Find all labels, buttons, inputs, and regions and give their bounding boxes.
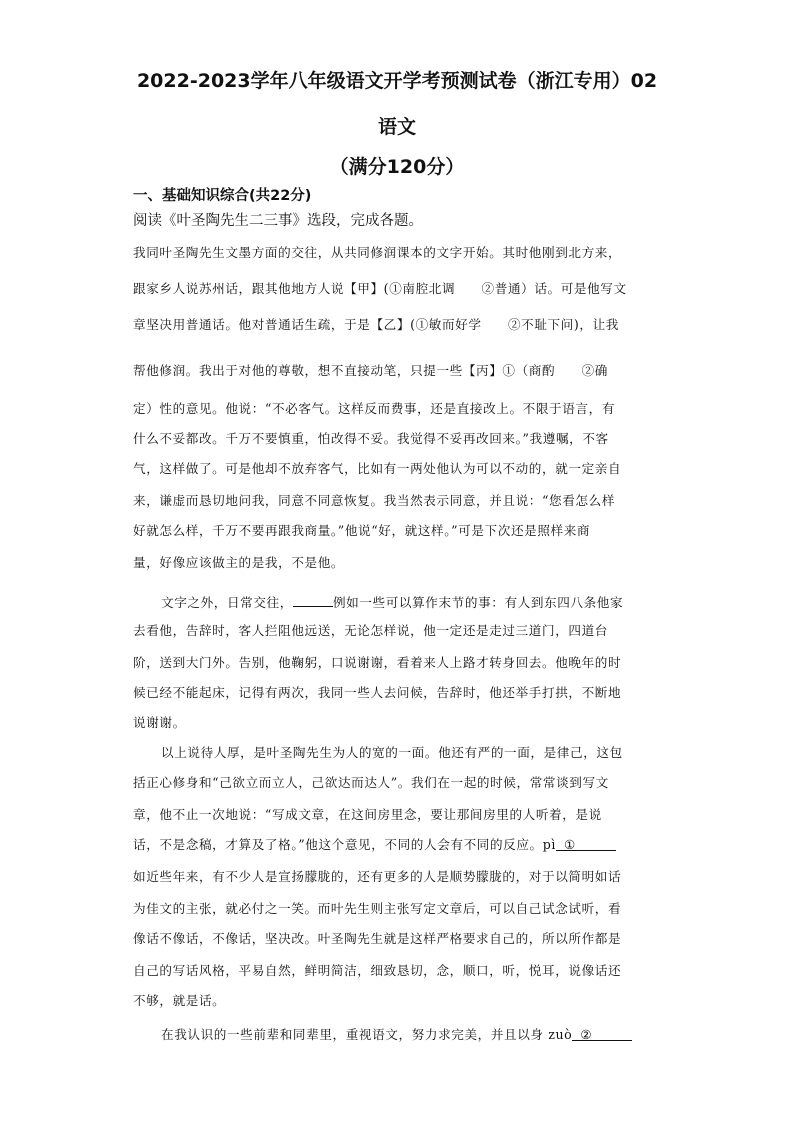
passage-line: 我同叶圣陶先生文墨方面的交往，从共同修润课本的文字开始。其时他刚到北方来， [133, 245, 622, 260]
passage-line: 定）性的意见。他说：“不必客气。这样反而费事，还是直接改上。不限于语言，有 [133, 401, 616, 416]
passage-text: 在我认识的一些前辈和同辈里，重视语文，努力求完美，并且以身 zuò [161, 1027, 573, 1042]
passage-text: 文字之外，日常交往， [161, 595, 293, 610]
passage-line: 以上说待人厚，是叶圣陶先生为人的宽的一面。他还有严的一面，是律己，这包 [161, 745, 623, 760]
section-heading: 一、基础知识综合(共22分) [133, 188, 312, 204]
passage-line: 不够，就是话。 [133, 993, 226, 1008]
passage-line [161, 593, 623, 611]
passage-line [161, 1027, 632, 1043]
section-instruction: 阅读《叶圣陶先生二三事》选段，完成各题。 [133, 213, 423, 229]
answer-blank-2[interactable]: ② [572, 1027, 632, 1041]
subject-title: 语文 [377, 116, 416, 138]
passage-text: 话，不是念稿，才算及了格。”他这个意见，不同的人会有不同的反应。pì [133, 837, 557, 852]
passage-line: 阶，送到大门外。告别，他鞠躬，口说谢谢，看着来人上路才转身回去。他晚年的时 [133, 655, 622, 670]
answer-blank-1[interactable]: ① [556, 837, 616, 851]
passage-line: 帮他修润。我出于对他的尊敬，想不直接动笔，只提一些【丙】①（商酌 ②确 [133, 363, 608, 378]
passage-line: 量，好像应该做主的是我，不是他。 [133, 555, 345, 570]
passage-line: 章坚决用普通话。他对普通话生疏，于是【乙】(①敏而好学 ②不耻下问)，让我 [133, 317, 620, 332]
passage-line: 去看他，告辞时，客人拦阻他远送，无论怎样说，他一定还是走过三道门，四道台 [133, 623, 608, 638]
full-score: （满分120分） [329, 156, 465, 178]
passage-line: 什么不妥都改。千万不要慎重，怕改得不妥。我觉得不妥再改回来。”我遵嘱，不客 [133, 431, 609, 446]
passage-line: 候已经不能起床，记得有两次，我同一些人去问候，告辞时，他还举手打拱，不断地 [133, 685, 622, 700]
passage-line: 章，他不止一次地说：“写成文章，在这间房里念，要让那间房里的人听着，是说 [133, 807, 602, 822]
passage-line: 说谢谢。 [133, 715, 186, 730]
passage-line: 好就怎么样，千万不要再跟我商量。”他说“好，就这样。”可是下次还是照样来商 [133, 523, 591, 538]
passage-line: 括正心修身和“己欲立而立人，己欲达而达人”。我们在一起的时候，常常谈到写文 [133, 775, 609, 790]
passage-line: 跟家乡人说苏州话，跟其他地方人说【甲】(①南腔北调 ②普通）话。可是他写文 [133, 281, 627, 296]
passage-line: 气，这样做了。可是他却不放弃客气，比如有一两处他认为可以不动的，就一定亲自 [133, 461, 622, 476]
passage-line: 如近些年来，有不少人是宣扬朦胧的，还有更多的人是顺势朦胧的，对于以简明如话 [133, 869, 622, 884]
passage-line: 为佳文的主张，就必付之一笑。而叶先生则主张写定文章后，可以自己试念试听，看 [133, 901, 622, 916]
answer-blank[interactable] [293, 593, 333, 607]
passage-line: 像话不像话，不像话，坚决改。叶圣陶先生就是这样严格要求自己的，所以所作都是 [133, 931, 622, 946]
passage-line: 自己的写话风格，平易自然，鲜明简洁，细致恳切，念，顺口，听，悦耳，说像话还 [133, 963, 622, 978]
passage-line: 来，谦虚而恳切地问我，同意不同意恢复。我当然表示同意，并且说：“您看怎么样 [133, 493, 616, 508]
passage-line [133, 837, 616, 853]
exam-title: 2022-2023学年八年级语文开学考预测试卷（浙江专用）02 [136, 70, 658, 92]
passage-text: 例如一些可以算作末节的事：有人到东四八条他家 [332, 595, 624, 610]
